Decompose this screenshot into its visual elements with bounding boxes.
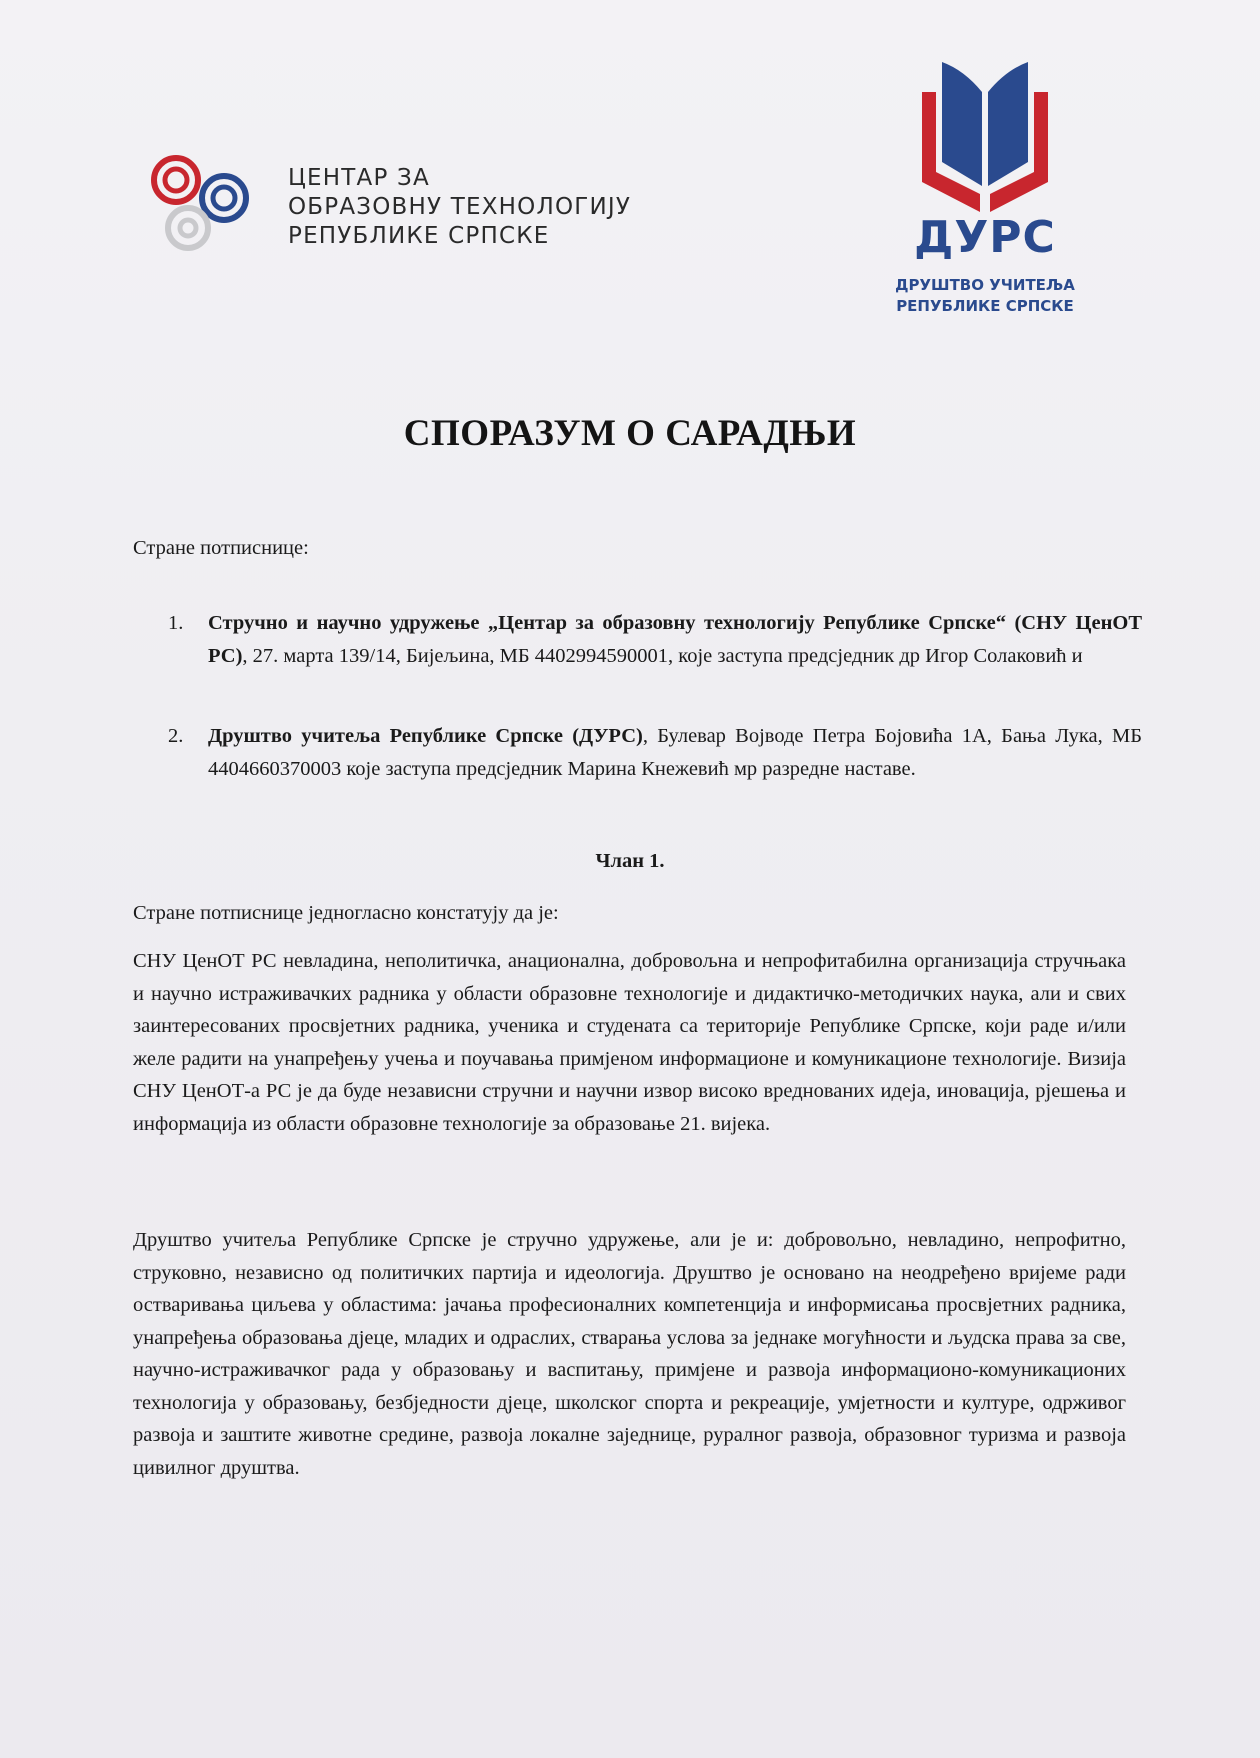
cenot-logo-line-2: ОБРАЗОВНУ ТЕХНОЛОГИЈУ <box>288 194 632 220</box>
durs-logo <box>880 62 1090 332</box>
cenot-logo-line-1: ЦЕНТАР ЗА <box>288 165 430 191</box>
party-number: 2. <box>168 725 184 747</box>
party-item <box>168 720 1142 785</box>
party-number: 1. <box>168 612 184 634</box>
durs-name-line-1: ДРУШТВО УЧИТЕЉА <box>895 276 1075 294</box>
article-heading: Члан 1. <box>595 850 665 872</box>
cenot-logo <box>138 150 658 270</box>
durs-name-line-2: РЕПУБЛИКЕ СРПСКЕ <box>896 297 1074 315</box>
party-text <box>208 720 1142 785</box>
durs-full-name <box>870 275 1100 317</box>
party-text <box>208 607 1142 672</box>
cenot-emblem-icon <box>138 150 268 270</box>
article-paragraph: Друштво учитеља Републике Српске је стручно удружење, али је и: добровољно, невладино, непрофитно, струковно, независно од политичких партија и идеологија. Друштво је основано на неодређено вријеме ради остваривања циљева у областима: јачања професионалних компетенција и информисања просвјетних радника, унапређења образовања дјеце, младих и одраслих, стварања услова за једнаке могућности и људска права за све, научно-истраживачког рада у образовању и васпитању, примјене и развоја информационо-комуникационих технологија у образовању, безбједности дјеце, школског спорта и рекреације, умјетности и културе, одрживог развоја и заштите животне средине, развоја локалне заједнице, руралног развоја, образовног туризма и развоја цивилног друштва. <box>133 1229 1126 1479</box>
cenot-logo-text <box>288 164 631 251</box>
party-name: Друштво учитеља Републике Српске (ДУРС) <box>208 725 643 747</box>
durs-abbreviation: ДУРС <box>914 212 1056 263</box>
book-emblem-icon <box>880 62 1090 212</box>
party-name: Стручно и научно удружење „Центар за образовну технологију Републике Српске“ (СНУ ЦенОТ РС) <box>208 612 1142 667</box>
party-item <box>168 607 1142 672</box>
party-details: , Булевар Војводе Петра Бојовића 1А, Бања Лука, МБ 4404660370003 које заступа предсједник Марина Кнежевић мр разредне наставе. <box>208 725 1142 780</box>
cenot-logo-line-3: РЕПУБЛИКЕ СРПСКЕ <box>288 223 550 249</box>
article-paragraph: СНУ ЦенОТ РС невладина, неполитичка, анационална, добровољна и непрофитабилна организација стручњака и научно истраживачких радника у области образовне технологије и дидактичко-методичких наука, али и свих заинтересованих просвјетних радника, ученика и студената са територије Републике Српске, који раде и/или желе радити на унапређењу учења и поучавања примјеном информационе и комуникационе технологије. Визија СНУ ЦенОТ-а РС је да буде независни стручни и научни извор високо вреднованих идеја, иновација, рјешења и информација из области образовне технологије за образовање 21. вијека. <box>133 950 1126 1135</box>
party-details: , 27. марта 139/14, Бијељина, МБ 4402994590001, које заступа предсједник др Игор Солаковић и <box>242 644 1083 667</box>
article-intro: Стране потписнице једногласно констатују да је: <box>133 902 559 924</box>
document-title: СПОРАЗУМ О САРАДЊИ <box>403 413 857 454</box>
parties-label: Стране потписнице: <box>133 537 309 559</box>
